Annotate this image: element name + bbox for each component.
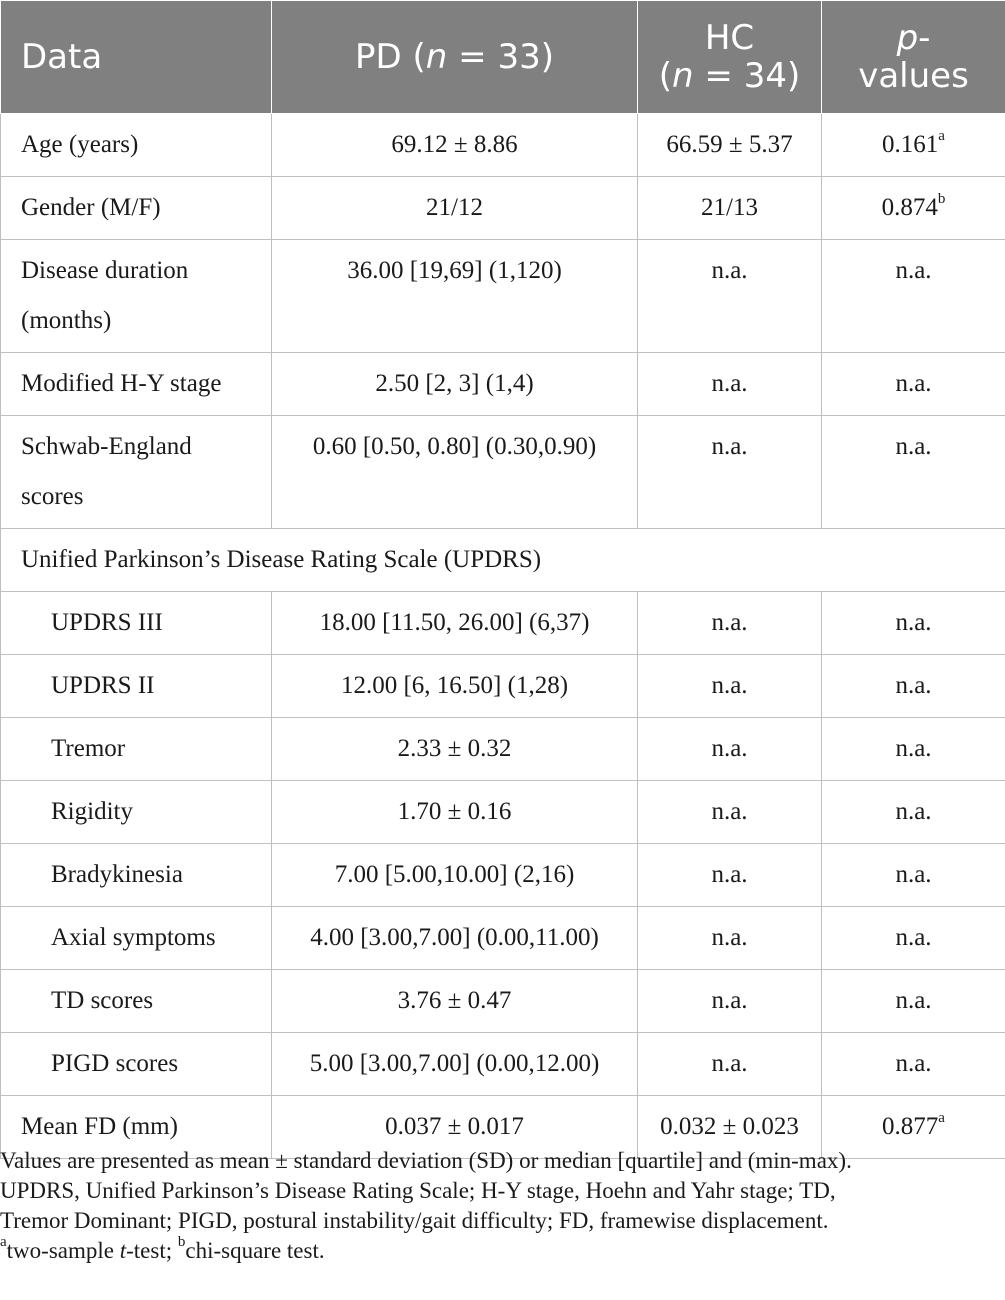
pd-value: 0.60 [0.50, 0.80] (0.30,0.90)	[272, 416, 638, 529]
row-label: Modified H-Y stage	[1, 353, 272, 416]
pd-value: 12.00 [6, 16.50] (1,28)	[272, 655, 638, 718]
p-value: n.a.	[822, 718, 1005, 781]
pd-value: 1.70 ± 0.16	[272, 781, 638, 844]
hc-value: n.a.	[638, 416, 822, 529]
hc-value: 21/13	[638, 177, 822, 240]
hc-value: n.a.	[638, 781, 822, 844]
table-row	[1, 114, 1005, 177]
pd-value: 21/12	[272, 177, 638, 240]
table-row	[1, 592, 1005, 655]
row-label: TD scores	[1, 970, 272, 1033]
pd-value: 36.00 [19,69] (1,120)	[272, 240, 638, 353]
header-p-values: p- values	[822, 1, 1005, 114]
hc-value: 66.59 ± 5.37	[638, 114, 822, 177]
footnote-line: UPDRS, Unified Parkinson’s Disease Rating Scale; H-Y stage, Hoehn and Yahr stage; TD,	[0, 1178, 836, 1203]
row-label: UPDRS II	[1, 655, 272, 718]
header-hc: HC (n = 34)	[638, 1, 822, 114]
p-value: n.a.	[822, 416, 1005, 529]
footnote-line: Tremor Dominant; PIGD, postural instability/gait difficulty; FD, framewise displacement.	[0, 1208, 829, 1233]
table-footnotes	[0, 1146, 1000, 1266]
table-row	[1, 353, 1005, 416]
header-row	[1, 1, 1005, 114]
hc-value: n.a.	[638, 970, 822, 1033]
hc-value: n.a.	[638, 718, 822, 781]
row-label: PIGD scores	[1, 1033, 272, 1096]
row-label: Disease duration (months)	[1, 240, 272, 353]
pd-value: 2.50 [2, 3] (1,4)	[272, 353, 638, 416]
section-label: Unified Parkinson’s Disease Rating Scale (UPDRS)	[1, 529, 1005, 592]
header-pd: PD (n = 33)	[272, 1, 638, 114]
p-value: n.a.	[822, 970, 1005, 1033]
table-row	[1, 970, 1005, 1033]
pd-value: 0.037 ± 0.017	[272, 1096, 638, 1159]
row-label: Rigidity	[1, 781, 272, 844]
hc-value: n.a.	[638, 592, 822, 655]
header-data: Data	[1, 1, 272, 114]
row-label: Age (years)	[1, 114, 272, 177]
footnote-tests: $^a$two-sample t-test; $^b$chi-square test.	[0, 1234, 325, 1263]
pd-value: 5.00 [3.00,7.00] (0.00,12.00)	[272, 1033, 638, 1096]
table-row	[1, 1033, 1005, 1096]
section-row	[1, 529, 1005, 592]
table-row	[1, 177, 1005, 240]
table-row	[1, 844, 1005, 907]
p-value: n.a.	[822, 353, 1005, 416]
pd-value: 7.00 [5.00,10.00] (2,16)	[272, 844, 638, 907]
hc-value: n.a.	[638, 240, 822, 353]
pd-value: 4.00 [3.00,7.00] (0.00,11.00)	[272, 907, 638, 970]
hc-value: n.a.	[638, 1033, 822, 1096]
p-value: n.a.	[822, 240, 1005, 353]
p-value: n.a.	[822, 655, 1005, 718]
row-label: Mean FD (mm)	[1, 1096, 272, 1159]
row-label: Schwab-England scores	[1, 416, 272, 529]
pd-value: 69.12 ± 8.86	[272, 114, 638, 177]
table-row	[1, 781, 1005, 844]
p-value: n.a.	[822, 592, 1005, 655]
p-value: n.a.	[822, 1033, 1005, 1096]
footnote-line: Values are presented as mean ± standard deviation (SD) or median [quartile] and (min-max).	[0, 1148, 852, 1173]
row-label: UPDRS III	[1, 592, 272, 655]
p-value: n.a.	[822, 781, 1005, 844]
table-row	[1, 718, 1005, 781]
table-row	[1, 416, 1005, 529]
p-value: 0.874$^b$	[822, 177, 1005, 240]
p-value: 0.161$^a$	[822, 114, 1005, 177]
p-value: n.a.	[822, 844, 1005, 907]
hc-value: n.a.	[638, 844, 822, 907]
pd-value: 18.00 [11.50, 26.00] (6,37)	[272, 592, 638, 655]
row-label: Gender (M/F)	[1, 177, 272, 240]
hc-value: n.a.	[638, 907, 822, 970]
table-row	[1, 907, 1005, 970]
row-label: Axial symptoms	[1, 907, 272, 970]
hc-value: 0.032 ± 0.023	[638, 1096, 822, 1159]
row-label: Bradykinesia	[1, 844, 272, 907]
hc-value: n.a.	[638, 353, 822, 416]
p-value: n.a.	[822, 907, 1005, 970]
pd-value: 2.33 ± 0.32	[272, 718, 638, 781]
pd-value: 3.76 ± 0.47	[272, 970, 638, 1033]
table-row	[1, 240, 1005, 353]
row-label: Tremor	[1, 718, 272, 781]
table-row	[1, 655, 1005, 718]
p-value: 0.877$^a$	[822, 1096, 1005, 1159]
hc-value: n.a.	[638, 655, 822, 718]
